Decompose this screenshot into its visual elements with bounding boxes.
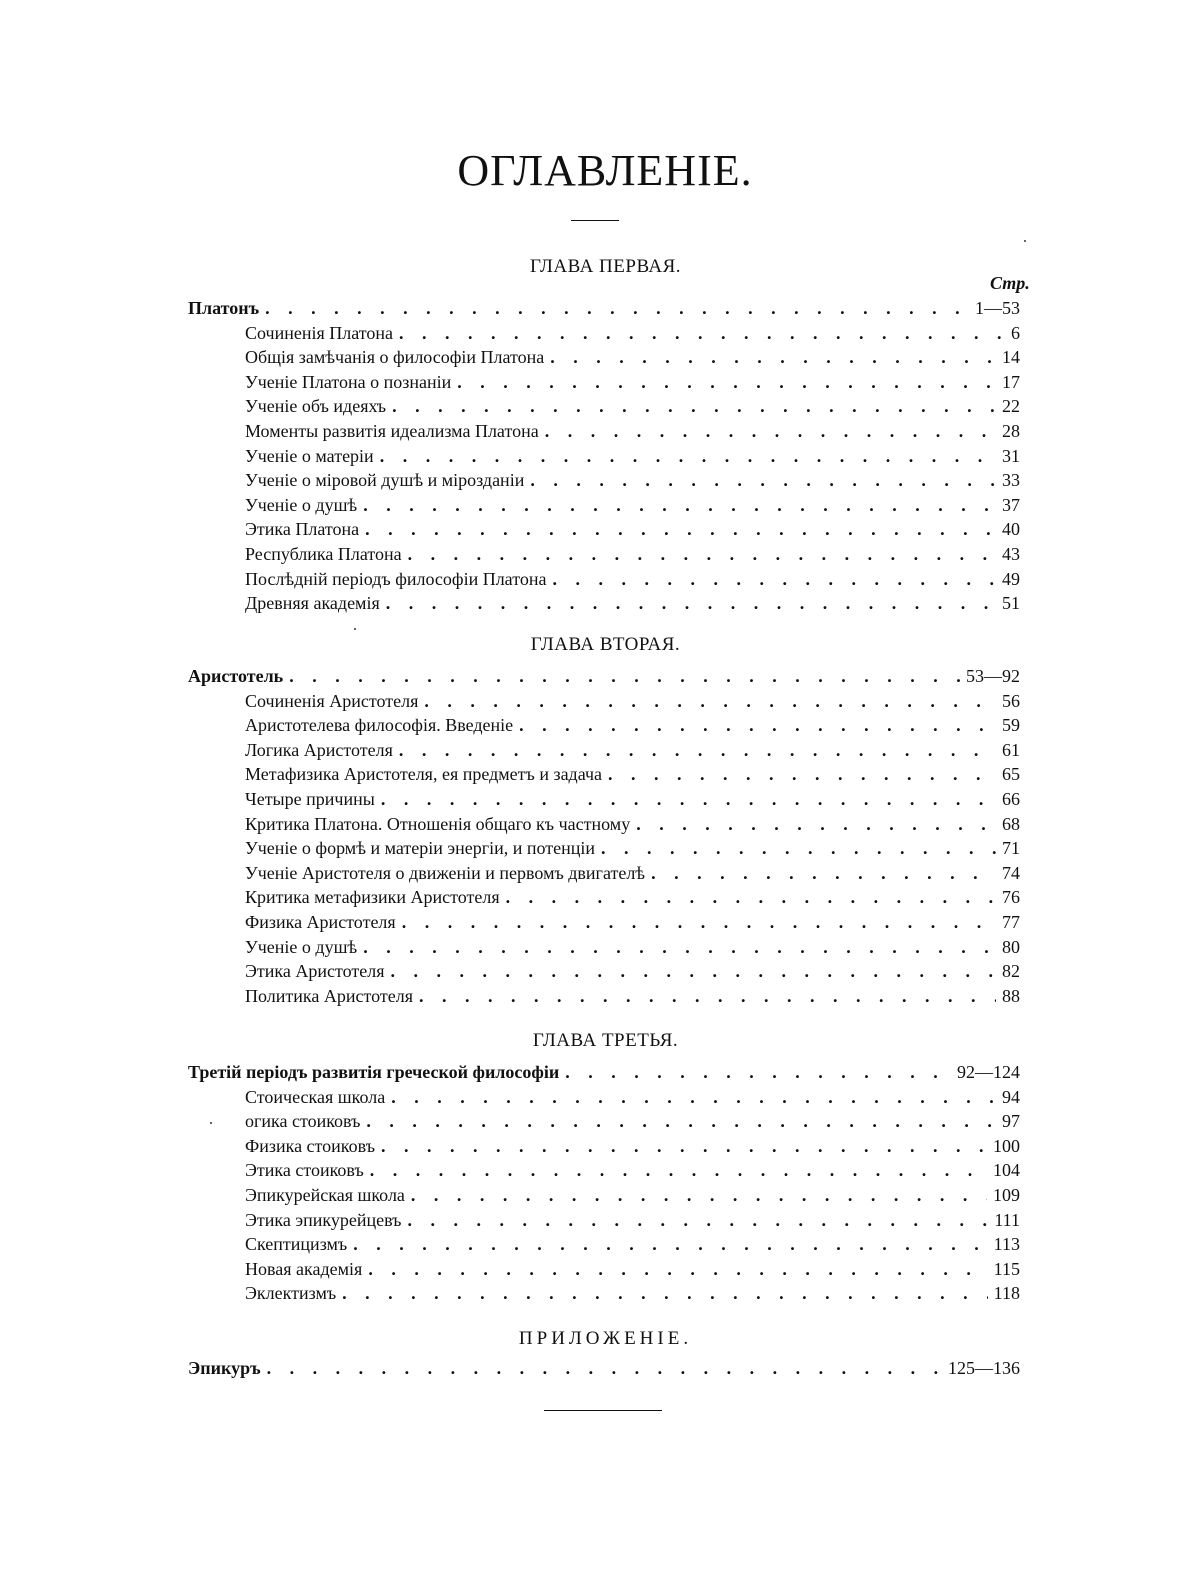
- toc-entry-page: 40: [1002, 519, 1020, 540]
- toc-entry-label: Древняя академiя: [245, 593, 380, 614]
- dot-leader: [392, 394, 996, 419]
- toc-entry[interactable]: [245, 984, 1020, 1009]
- toc-entry-label: Скептицизмъ: [245, 1234, 348, 1255]
- dot-leader: [419, 984, 996, 1009]
- page-title: ОГЛАВЛЕНIЕ.: [457, 146, 753, 195]
- toc-entry[interactable]: [245, 762, 1020, 787]
- toc-entry-label: Ученiе Аристотеля о движенiи и первомъ двигателѣ: [245, 862, 646, 883]
- toc-entry-label: Ученiе о формѣ и матерiи энергiи, и потенцiи: [245, 838, 596, 859]
- toc-entry-label: Логика Аристотеля: [245, 739, 393, 760]
- toc-main-entry[interactable]: [188, 1356, 1020, 1381]
- toc-entry-page: 31: [1002, 445, 1020, 466]
- dot-leader: [370, 1158, 987, 1183]
- toc-entry-label: Новая академiя: [245, 1258, 363, 1279]
- toc-entry-page: 88: [1002, 985, 1020, 1006]
- toc-entry-label: Ученiе о мiровой душѣ и мiрозданiи: [245, 470, 525, 491]
- dot-leader: [407, 1208, 988, 1233]
- dot-leader: [386, 591, 996, 616]
- toc-entry[interactable]: [245, 836, 1020, 861]
- toc-main-entry-page: 92—124: [957, 1062, 1020, 1082]
- appendix-heading: ПРИЛОЖЕНIЕ.: [518, 1328, 693, 1349]
- dot-leader: [519, 713, 996, 738]
- toc-main-entry-label: Эпикуръ: [188, 1358, 261, 1378]
- toc-entry[interactable]: [245, 444, 1020, 469]
- dot-leader: [402, 910, 996, 935]
- dot-leader: [342, 1281, 987, 1306]
- toc-entry-label: Физика Аристотеля: [245, 912, 396, 932]
- toc-entry[interactable]: [245, 787, 1020, 812]
- toc-entry-page: 97: [1002, 1111, 1020, 1132]
- toc-entry-page: 14: [1002, 347, 1020, 368]
- toc-entry[interactable]: [245, 517, 1020, 542]
- toc-entry-label: Этика Аристотеля: [245, 961, 385, 982]
- toc-entry-label: огика стоиковъ: [245, 1111, 361, 1132]
- scan-speck: [354, 628, 356, 630]
- dot-leader: [545, 419, 996, 444]
- toc-entry-label: Этика Платона: [245, 519, 360, 540]
- chapter-heading-2: ГЛАВА ВТОРАЯ.: [530, 634, 681, 655]
- toc-entry[interactable]: [245, 591, 1020, 616]
- toc-entry-label: Стоическая школа: [245, 1086, 386, 1107]
- toc-entry[interactable]: [245, 689, 1020, 714]
- scan-speck: [210, 1122, 212, 1124]
- toc-entry[interactable]: [245, 567, 1020, 592]
- toc-entry[interactable]: [245, 370, 1020, 395]
- toc-entry-page: 104: [993, 1160, 1020, 1181]
- toc-entry-label: Физика стоиковъ: [245, 1135, 375, 1156]
- toc-entry-page: 17: [1002, 371, 1020, 392]
- toc-entry[interactable]: [245, 542, 1020, 567]
- toc-entry[interactable]: [245, 959, 1020, 984]
- toc-entry-page: 28: [1002, 421, 1020, 441]
- dot-leader: [565, 1060, 951, 1085]
- toc-entry[interactable]: [245, 1085, 1020, 1110]
- toc-entry[interactable]: [245, 321, 1020, 346]
- toc-entry-page: 56: [1002, 690, 1020, 711]
- toc-entry-page: 33: [1002, 470, 1020, 491]
- toc-entry-label: Политика Аристотеля: [245, 985, 413, 1006]
- toc-entry-label: Моменты развитiя идеализма Платона: [245, 421, 539, 441]
- toc-entry-label: Ученiе о матерiи: [245, 445, 374, 466]
- toc-entry[interactable]: [245, 1232, 1020, 1257]
- toc-entry-page: 76: [1002, 887, 1020, 908]
- toc-entry-page: 37: [1002, 494, 1020, 515]
- toc-main-entry-label: Аристотель: [188, 666, 284, 686]
- toc-main-entry[interactable]: [188, 664, 1020, 689]
- toc-entry-page: 66: [1002, 789, 1020, 809]
- toc-entry-label: Критика Платона. Отношенiя общаго къ частному: [245, 813, 631, 834]
- toc-entry-label: Эклектизмъ: [245, 1283, 337, 1304]
- toc-entry-page: 118: [993, 1283, 1020, 1304]
- toc-entry-label: Ученiе Платона о познанiи: [245, 371, 452, 392]
- toc-entry-page: 61: [1002, 739, 1020, 760]
- toc-main-entry-page: 125—136: [948, 1358, 1020, 1378]
- toc-entry[interactable]: [245, 394, 1020, 419]
- dot-leader: [353, 1232, 987, 1257]
- dot-leader: [399, 738, 996, 763]
- toc-entry[interactable]: [245, 1109, 1020, 1134]
- toc-entry-label: Критика метафизики Аристотеля: [245, 887, 500, 908]
- dot-leader: [363, 493, 996, 518]
- dot-leader: [391, 1085, 996, 1110]
- dot-leader: [267, 1356, 942, 1381]
- closing-rule: [544, 1410, 662, 1411]
- dot-leader: [608, 762, 996, 787]
- toc-entry-page: 94: [1002, 1086, 1020, 1107]
- toc-entry-page: 43: [1002, 544, 1020, 564]
- toc-entry-page: 111: [994, 1209, 1020, 1230]
- dot-leader: [636, 812, 996, 837]
- toc-entry-page: 80: [1002, 936, 1020, 957]
- toc-entry-page: 77: [1002, 912, 1020, 932]
- toc-entry-label: Ученiе о душѣ: [245, 936, 358, 957]
- toc-entry-label: Послѣднiй перiодъ философiи Платона: [245, 568, 547, 589]
- toc-entry-label: Общiя замѣчанiя о философiи Платона: [245, 347, 545, 368]
- toc-entry[interactable]: [245, 1134, 1020, 1159]
- toc-entry-page: 115: [993, 1258, 1020, 1279]
- toc-entry[interactable]: [245, 1257, 1020, 1282]
- dot-leader: [424, 689, 996, 714]
- dot-leader: [601, 836, 996, 861]
- dot-leader: [265, 296, 969, 321]
- dot-leader: [368, 1257, 987, 1282]
- toc-entry-page: 22: [1002, 396, 1020, 417]
- dot-leader: [550, 345, 996, 370]
- toc-entry[interactable]: [245, 713, 1020, 738]
- dot-leader: [365, 517, 996, 542]
- toc-entry-page: 51: [1002, 593, 1020, 614]
- dot-leader: [381, 787, 996, 812]
- toc-entry[interactable]: [245, 1208, 1020, 1233]
- toc-entry-page: 113: [993, 1234, 1020, 1255]
- toc-entry[interactable]: [245, 910, 1020, 935]
- chapter-heading-1: ГЛАВА ПЕРВАЯ.: [529, 256, 682, 277]
- toc-entry-label: Четыре причины: [245, 789, 375, 809]
- toc-entry-label: Сочиненiя Платона: [245, 322, 394, 343]
- toc-entry-label: Ученiе объ идеяхъ: [245, 396, 387, 417]
- toc-entry[interactable]: [245, 493, 1020, 518]
- toc-main-entry-label: Третiй перiодъ развитiя греческой философiи: [188, 1062, 560, 1082]
- toc-entry[interactable]: [245, 1158, 1020, 1183]
- toc-entry-page: 6: [1011, 322, 1020, 343]
- toc-entry-label: Аристотелева философiя. Введенiе: [245, 715, 514, 736]
- toc-entry[interactable]: [245, 345, 1020, 370]
- title-rule: [571, 220, 619, 221]
- toc-main-entry[interactable]: [188, 296, 1020, 321]
- dot-leader: [506, 885, 996, 910]
- toc-entry-label: Метафизика Аристотеля, ея предметъ и задача: [245, 764, 603, 785]
- toc-entry-page: 71: [1002, 838, 1020, 859]
- dot-leader: [651, 861, 996, 886]
- toc-entry-label: Эпикурейская школа: [245, 1185, 405, 1205]
- toc-main-entry-label: Платонъ: [188, 298, 260, 318]
- toc-entry[interactable]: [245, 935, 1020, 960]
- toc-entry[interactable]: [245, 1183, 1020, 1208]
- dot-leader: [408, 542, 996, 567]
- dot-leader: [366, 1109, 996, 1134]
- dot-leader: [381, 1134, 987, 1159]
- toc-main-entry-page: 1—53: [975, 298, 1020, 318]
- page-column-label: Стр.: [990, 273, 1030, 293]
- toc-entry-label: Ученiе о душѣ: [245, 494, 358, 515]
- scan-speck: [1024, 240, 1026, 242]
- toc-entry-page: 68: [1002, 813, 1020, 834]
- toc-entry-page: 100: [993, 1135, 1020, 1156]
- toc-entry[interactable]: [245, 812, 1020, 837]
- dot-leader: [530, 468, 996, 493]
- toc-entry-page: 59: [1002, 715, 1020, 736]
- toc-entry[interactable]: [245, 885, 1020, 910]
- toc-entry[interactable]: [245, 738, 1020, 763]
- toc-entry-page: 49: [1002, 568, 1020, 589]
- chapter-heading-3: ГЛАВА ТРЕТЬЯ.: [532, 1030, 679, 1051]
- toc-entry[interactable]: [245, 1281, 1020, 1306]
- toc-entry-label: Этика эпикурейцевъ: [245, 1209, 402, 1230]
- dot-leader: [552, 567, 996, 592]
- toc-main-entry[interactable]: [188, 1060, 1020, 1085]
- toc-entry-label: Этика стоиковъ: [245, 1160, 364, 1181]
- toc-entry-page: 109: [993, 1185, 1020, 1205]
- toc-entry[interactable]: [245, 468, 1020, 493]
- dot-leader: [399, 321, 1005, 346]
- dot-leader: [411, 1183, 987, 1208]
- dot-leader: [363, 935, 996, 960]
- toc-entry-page: 74: [1002, 862, 1020, 883]
- dot-leader: [390, 959, 996, 984]
- toc-entry-label: Республика Платона: [245, 544, 402, 564]
- toc-entry-page: 82: [1002, 961, 1020, 982]
- dot-leader: [457, 370, 996, 395]
- dot-leader: [380, 444, 996, 469]
- toc-entry[interactable]: [245, 419, 1020, 444]
- toc-entry-page: 65: [1002, 764, 1020, 785]
- dot-leader: [289, 664, 960, 689]
- toc-entry-label: Сочиненiя Аристотеля: [245, 690, 419, 711]
- toc-main-entry-page: 53—92: [966, 666, 1020, 686]
- toc-entry[interactable]: [245, 861, 1020, 886]
